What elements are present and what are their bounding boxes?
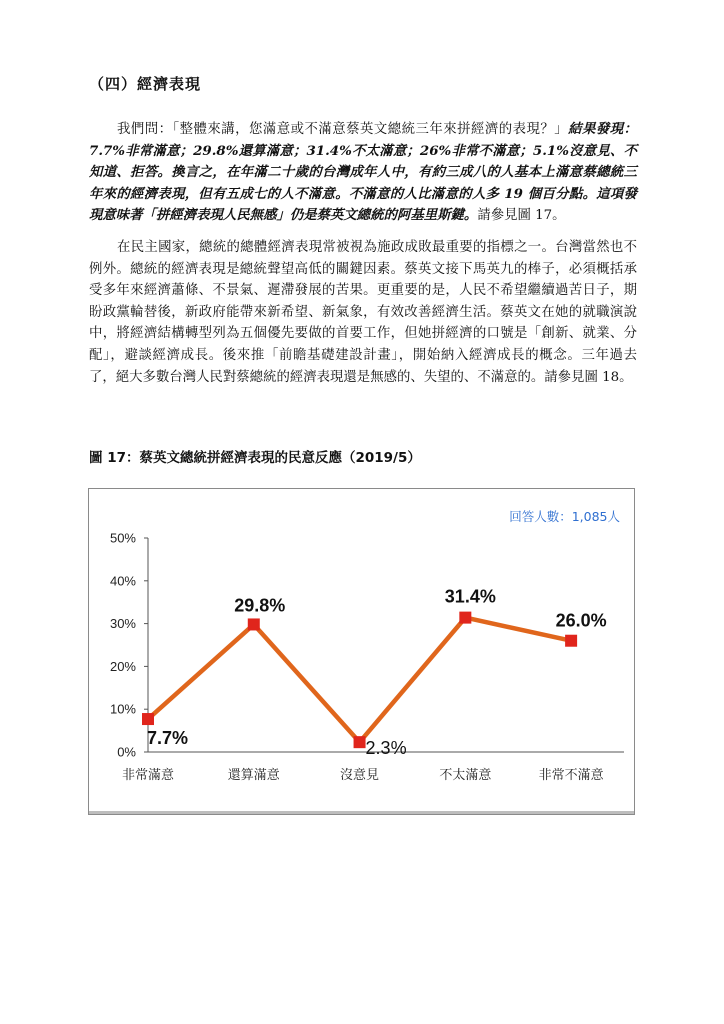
paragraph-tail: 請參見圖 17。 (477, 208, 566, 224)
data-label: 26.0% (555, 610, 607, 631)
data-point-marker (142, 713, 154, 725)
paragraph-survey-result (89, 119, 637, 227)
respondents-note: 回答人數：1,085人 (509, 509, 620, 524)
paragraph-emphasis: 結果發現：7.7%非常滿意；29.8%還算滿意；31.4%不太滿意；26%非常不滿意；5.1%沒意見、不知道、拒答。換言之，在年滿二十歲的台灣成年人中，有約三成八的人基本上滿意蔡總統三年來的經濟表現，但有五成七的人不滿意。不滿意的人比滿意的人多 19 個百分點。這項發現意味著「拼經濟表現人民無感」仍是蔡英文總統的阿基里斯鍵。 (89, 121, 637, 224)
x-tick-label: 還算滿意 (227, 768, 280, 783)
line-chart (89, 489, 634, 813)
y-tick-label: 40% (109, 573, 136, 589)
data-point-marker (248, 618, 260, 630)
data-point-marker (459, 612, 471, 624)
data-point-marker (565, 635, 577, 647)
y-tick-label: 20% (109, 658, 136, 674)
data-label: 31.4% (444, 586, 496, 607)
figure-caption: 圖 17：蔡英文總統拼經濟表現的民意反應（2019/5） (89, 450, 421, 466)
section-title: （四）經濟表現 (89, 75, 202, 93)
series-line (148, 618, 571, 743)
paragraph-lead: 我們問：「整體來講，您滿意或不滿意蔡英文總統三年來拼經濟的表現？」 (117, 122, 569, 137)
data-label: 2.3% (365, 738, 407, 759)
y-tick-label: 0% (117, 744, 136, 760)
data-label: 29.8% (234, 595, 286, 616)
x-tick-label: 沒意見 (340, 768, 380, 783)
data-label: 7.7% (147, 728, 189, 749)
data-point-marker (354, 736, 366, 748)
paragraph-economy-context: 在民主國家，總統的總體經濟表現常被視為施政成敗最重要的指標之一。台灣當然也不例外。總統的經濟表現是總統聲望高低的關鍵因素。蔡英文接下馬英九的棒子，必須概括承受多年來經濟蕭條、不景氣、遲滯發展的苦果。更重要的是，人民不希望繼續過苦日子，期盼政黨輪替後，新政府能帶來新希望、新氣象，有效改善經濟生活。蔡英文在她的就職演說中，將經濟結構轉型列為五個優先要做的首要工作，但她拼經濟的口號是「創新、就業、分配」，避談經濟成長。後來推「前瞻基礎建設計畫」，開始納入經濟成長的概念。三年過去了，絕大多數台灣人民對蔡總統的經濟表現還是無感的、失望的、不滿意的。請參見圖 18。 (89, 240, 637, 385)
chart-frame (88, 488, 635, 815)
y-tick-label: 10% (109, 701, 136, 717)
x-tick-label: 非常不滿意 (538, 768, 604, 783)
x-tick-label: 不太滿意 (439, 768, 492, 783)
y-tick-label: 50% (109, 530, 136, 546)
y-tick-label: 30% (109, 616, 136, 632)
x-tick-label: 非常滿意 (121, 768, 175, 783)
